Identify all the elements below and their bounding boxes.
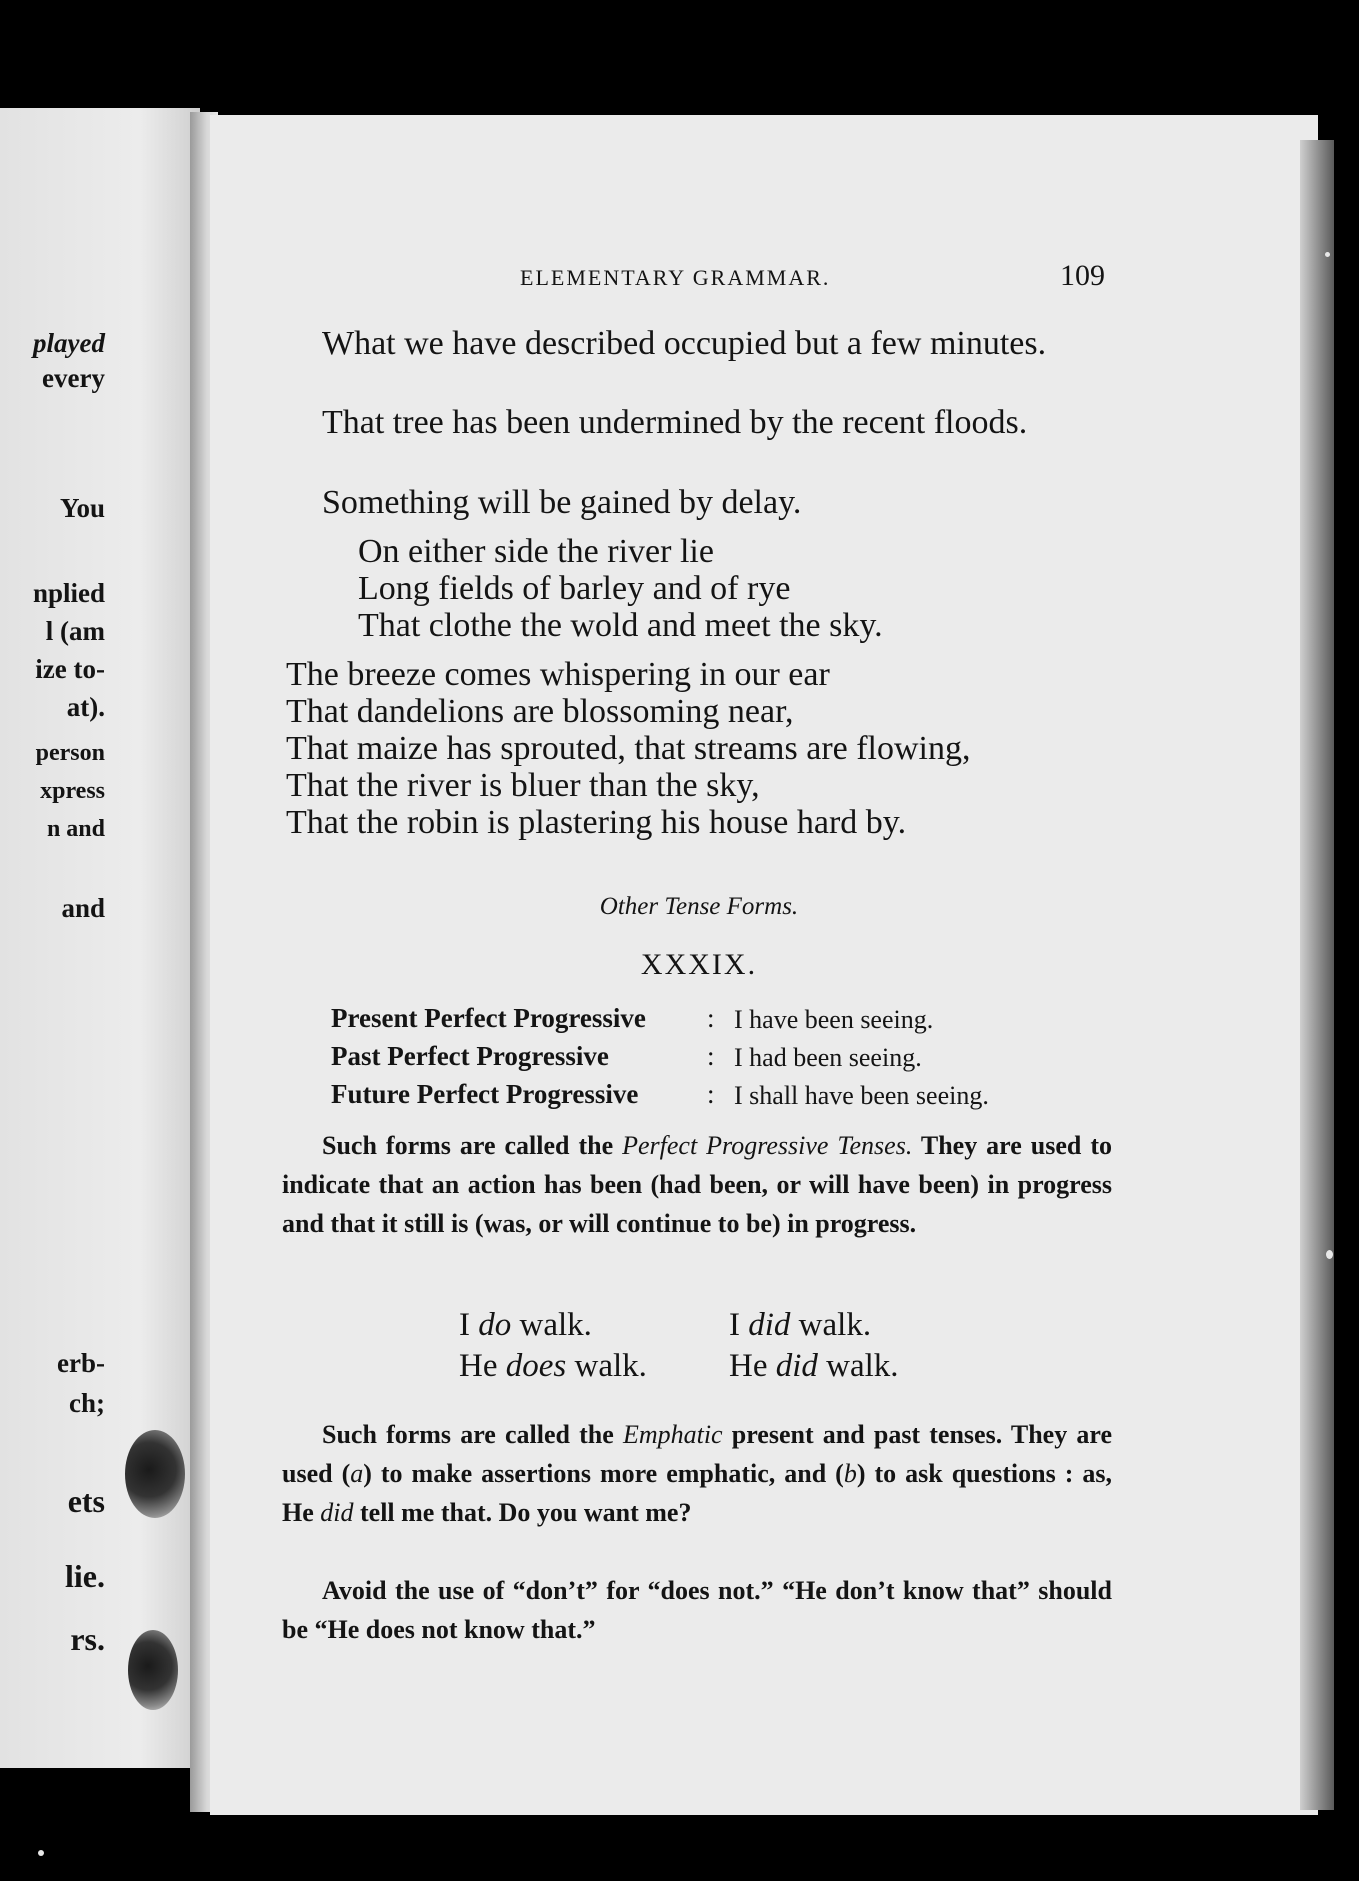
- paragraph-text: Such forms are called the: [322, 1420, 623, 1449]
- left-fragment: erb-: [57, 1348, 105, 1378]
- left-fragment: xpress: [40, 778, 105, 804]
- binding-hole: [125, 1430, 185, 1518]
- left-fragment: ize to-: [35, 654, 105, 684]
- emphasized-verb: does: [505, 1348, 567, 1384]
- poem-line: Long fields of barley and of rye: [358, 570, 791, 607]
- section-subtitle: Other Tense Forms.: [599, 893, 799, 920]
- left-fragment: ets: [67, 1483, 105, 1519]
- section-number: XXXIX.: [640, 948, 758, 981]
- paragraph-text: ) to ask questions : as, He: [282, 1459, 1112, 1527]
- item-letter: a: [350, 1459, 364, 1488]
- example-text: He: [459, 1348, 506, 1384]
- example-text: I: [459, 1307, 479, 1343]
- tense-separator: :: [707, 1079, 715, 1109]
- tense-separator: :: [707, 1041, 715, 1071]
- emphasized-verb: do: [478, 1307, 512, 1343]
- poem-line: That dandelions are blossoming near,: [286, 693, 794, 730]
- left-fragment: rs.: [70, 1621, 105, 1657]
- emphasized-verb: did: [748, 1307, 791, 1343]
- binding-hole: [128, 1630, 178, 1710]
- paragraph-text: They are used to indicate that an action has been (had been, or will have been) in progress and that it still is (was, or will continue to be) in progress.: [282, 1131, 1113, 1238]
- left-fragment: every: [42, 363, 105, 393]
- emphatic-example: [459, 1307, 592, 1344]
- left-fragment: nplied: [32, 578, 105, 608]
- example-sentence: What we have described occupied but a few minutes.: [322, 325, 1047, 362]
- paragraph-text: Such forms are called the: [322, 1131, 623, 1160]
- left-fragment: played: [33, 328, 105, 358]
- running-title: ELEMENTARY GRAMMAR.: [520, 265, 831, 290]
- emphatic-paragraph: [282, 1415, 1112, 1532]
- left-fragment: n and: [46, 816, 105, 842]
- avoid-paragraph: Avoid the use of “don’t” for “does not.” “He don’t know that” should be “He does not know that.”: [282, 1576, 1112, 1644]
- emphatic-example: [729, 1348, 899, 1385]
- left-page-fragment: [0, 108, 200, 1768]
- left-fragment: l (am: [45, 616, 105, 646]
- tense-name: Past Perfect Progressive: [331, 1041, 609, 1071]
- poem-line: The breeze comes whispering in our ear: [286, 656, 830, 693]
- example-text: He: [729, 1348, 776, 1384]
- emphatic-example: [459, 1348, 647, 1385]
- example-sentence: Something will be gained by delay.: [322, 484, 802, 521]
- page-number: 109: [1060, 259, 1105, 292]
- perfect-progressive-paragraph: [282, 1126, 1112, 1243]
- paragraph-text: present and past tenses. They are used (: [282, 1420, 1112, 1488]
- emphasized-verb: did: [775, 1348, 818, 1384]
- tense-name: Present Perfect Progressive: [331, 1003, 646, 1033]
- scan-speck: [1325, 252, 1330, 257]
- example-sentence: That tree has been undermined by the recent floods.: [322, 404, 1028, 441]
- term-perfect-progressive: Perfect Progressive Tenses.: [622, 1131, 913, 1160]
- tense-example: I shall have been seeing.: [734, 1081, 989, 1110]
- poem-line: That the river is bluer than the sky,: [286, 767, 760, 804]
- poem-line: That clothe the wold and meet the sky.: [358, 607, 883, 644]
- tense-example: I have been seeing.: [734, 1005, 934, 1034]
- tense-separator: :: [707, 1003, 715, 1033]
- paragraph-text: tell me that. Do you want me?: [353, 1498, 692, 1527]
- item-letter: b: [843, 1459, 857, 1488]
- left-fragment: lie.: [65, 1558, 105, 1594]
- left-fragment: and: [61, 893, 105, 923]
- tense-example: I had been seeing.: [734, 1043, 922, 1072]
- example-text: walk.: [511, 1307, 592, 1343]
- poem-line: On either side the river lie: [358, 533, 714, 570]
- poem-line: That the robin is plastering his house hard by.: [286, 804, 907, 841]
- paragraph-text: ) to make assertions more emphatic, and (: [363, 1459, 844, 1488]
- example-text: walk.: [566, 1348, 647, 1384]
- emphatic-example: [729, 1307, 871, 1344]
- example-text: I: [729, 1307, 749, 1343]
- scan-speck: [1326, 1250, 1333, 1259]
- term-emphatic: Emphatic: [622, 1420, 723, 1449]
- left-fragment: person: [35, 740, 105, 766]
- left-fragment: ch;: [69, 1388, 105, 1418]
- example-text: walk.: [790, 1307, 872, 1343]
- example-text: walk.: [817, 1348, 899, 1384]
- emphasized-verb: did: [320, 1498, 354, 1527]
- left-fragment: You: [59, 493, 105, 523]
- scan-speck: [38, 1850, 44, 1856]
- left-fragment: at).: [66, 692, 105, 722]
- poem-line: That maize has sprouted, that streams are flowing,: [286, 730, 971, 767]
- tense-name: Future Perfect Progressive: [331, 1079, 639, 1109]
- page-edge: [1300, 140, 1334, 1810]
